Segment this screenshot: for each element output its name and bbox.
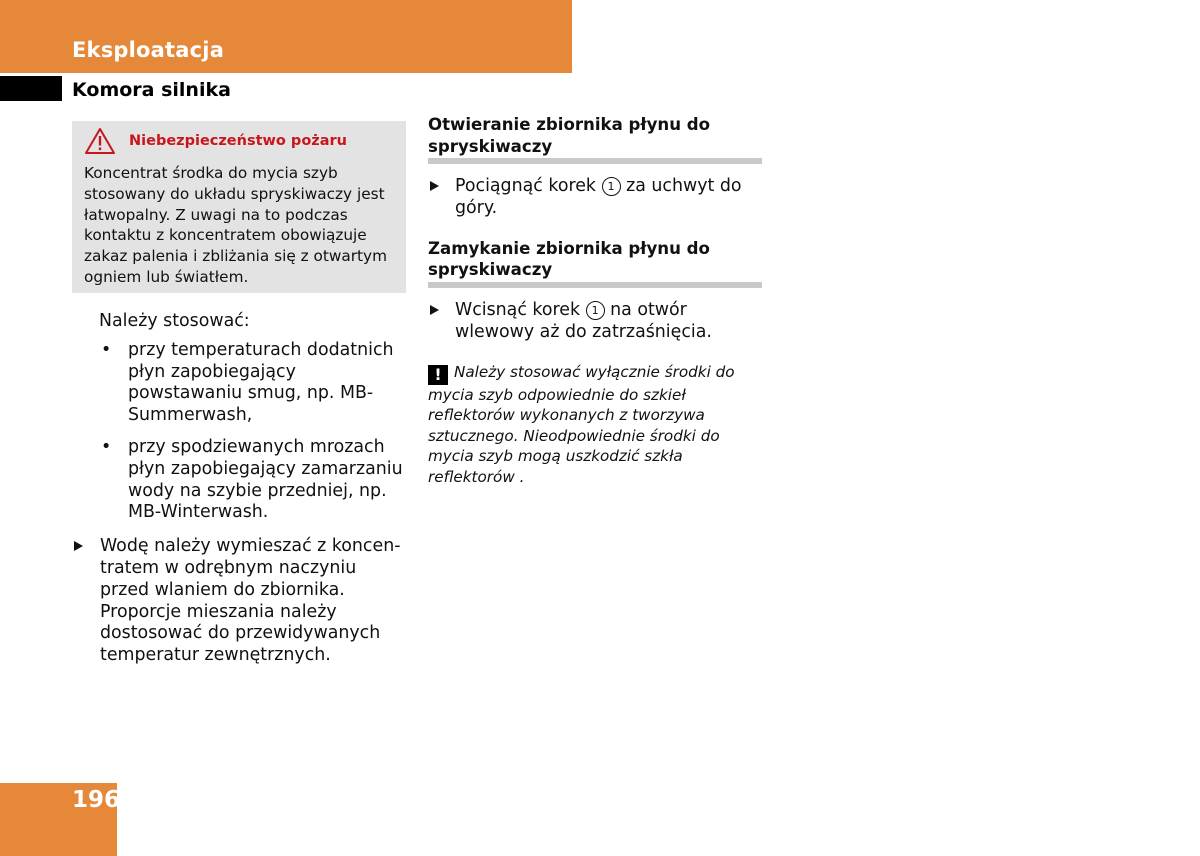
caution-note (428, 362, 762, 488)
section-title: Komora silnika (72, 79, 231, 101)
step-text-after: za uchwyt do góry. (455, 176, 742, 218)
close-tank-step (428, 300, 762, 344)
left-column (72, 311, 407, 667)
open-tank-heading: Otwieranie zbiornika płynu do spryskiwaczy (428, 114, 762, 164)
chapter-header-band (0, 0, 572, 73)
list-item (72, 437, 407, 524)
mixing-step (72, 536, 407, 667)
callout-number-icon: 1 (602, 177, 621, 196)
open-tank-step (428, 176, 762, 220)
usage-intro: Należy stosować: (99, 311, 250, 331)
bullet-icon: • (101, 339, 112, 360)
right-column (428, 114, 762, 488)
callout-number-icon: 1 (586, 301, 605, 320)
page-number: 196 (72, 787, 121, 813)
step-arrow-icon (430, 181, 439, 191)
bullet-text: przy spodziewanych mrozach płyn zapobiegający zamarzaniu wody na szybie przedniej, np. MB-Winterwash. (128, 436, 403, 523)
bullet-icon: • (101, 436, 112, 457)
close-tank-heading: Zamykanie zbiornika płynu do spryskiwaczy (428, 238, 762, 288)
section-marker (0, 76, 62, 101)
step-text-before: Pociągnąć korek (455, 176, 596, 197)
step-text: Wodę należy wymieszać z koncen-tratem w odrębnym naczyniu przed wlaniem do zbiornika. Proporcje mieszania należy dostosować do przewidywanych temperatur zewnętrznych. (100, 536, 401, 666)
warning-title: Niebezpieczeństwo pożaru (129, 133, 347, 149)
note-text: Należy stosować wyłącznie środki do mycia szyb odpowiednie do szkieł reflektorów wykonanych z tworzywa sztucznego. Nieodpowiednie środki do mycia szyb mogą uszkodzić szkła reflektorów . (428, 362, 735, 486)
step-arrow-icon (430, 305, 439, 315)
step-arrow-icon (74, 541, 83, 551)
warning-text: Koncentrat środka do mycia szyb stosowany do układu spryskiwaczy jest łatwopalny. Z uwagi na to podczas kontaktu z koncentratem obowiązuje zakaz palenia i zbliżania się z otwartym ogniem lub światłem. (84, 164, 387, 286)
step-text-after: na otwór wlewowy aż do zatrzaśnięcia. (455, 299, 712, 342)
exclamation-icon: ! (428, 365, 448, 385)
warning-triangle-icon (84, 127, 116, 155)
fire-warning-box (72, 121, 406, 293)
chapter-title: Eksploatacja (72, 38, 225, 62)
bullet-text: przy temperaturach dodatnich płyn zapobiegający powstawaniu smug, np. MB-Summerwash, (128, 339, 394, 426)
list-item (72, 340, 407, 427)
step-text-before: Wcisnąć korek (455, 299, 581, 320)
